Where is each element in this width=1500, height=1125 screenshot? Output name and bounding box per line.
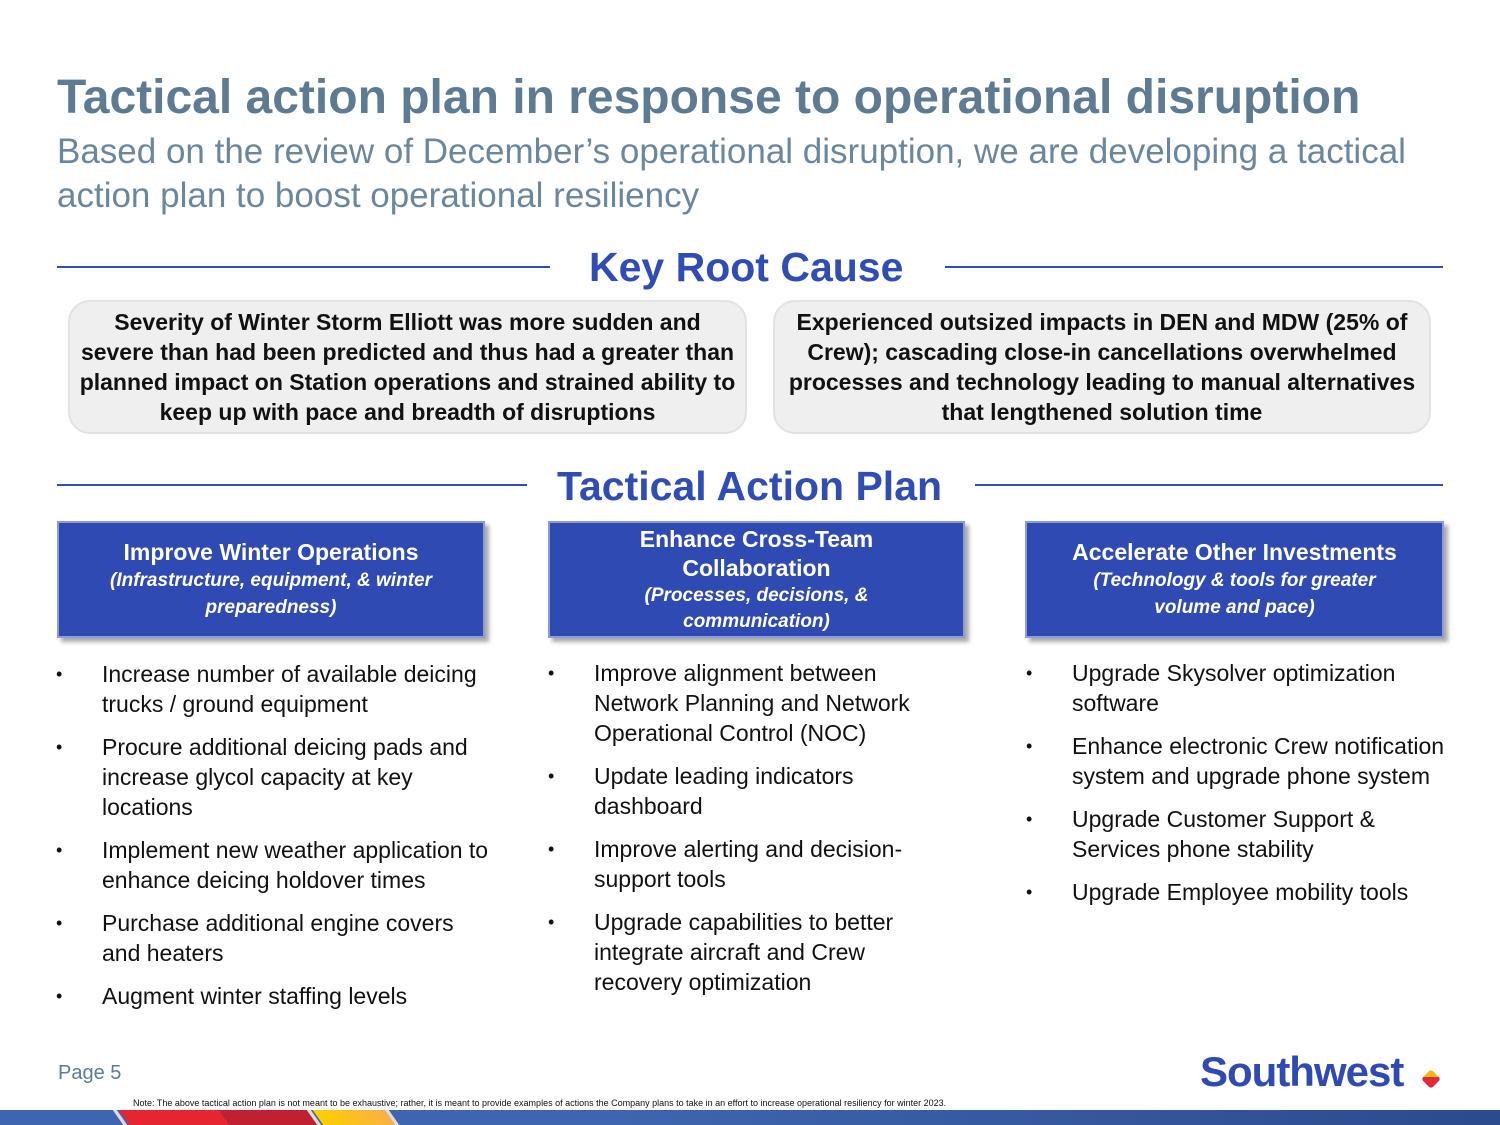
list-item: • Procure additional deicing pads and increase glycol capacity at key locations — [56, 732, 496, 822]
heart-icon — [1421, 1069, 1441, 1089]
list-item: • Purchase additional engine covers and heaters — [56, 908, 496, 968]
list-item: • Upgrade Skysolver optimization software — [1026, 658, 1446, 718]
list-item: • Enhance electronic Crew notification system and upgrade phone system — [1026, 731, 1446, 791]
bullet-list-winter-ops — [56, 659, 496, 1024]
footnote: Note: The above tactical action plan is not meant to be exhaustive; rather, it is meant to provide examples of actions the Company plans to take in an effort to increase operational resiliency for winter 2023. — [133, 1098, 947, 1108]
list-item: • Upgrade capabilities to better integrate aircraft and Crew recovery optimization — [548, 907, 948, 997]
list-item: • Increase number of available deicing trucks / ground equipment — [56, 659, 496, 719]
root-cause-2: Experienced outsized impacts in DEN and MDW (25% of Crew); cascading close-in cancellations overwhelmed processes and technology leading to manual alternatives that lengthened solution time — [773, 300, 1431, 434]
list-item: • Implement new weather application to enhance deicing holdover times — [56, 835, 496, 895]
list-item: • Upgrade Customer Support & Services phone stability — [1026, 804, 1446, 864]
page-subtitle: Based on the review of December’s operational disruption, we are developing a tactical action plan to boost operational resiliency — [57, 132, 1406, 215]
column-subtitle: (Processes, decisions, & communication) — [644, 584, 869, 632]
column-title: Improve Winter Operations — [123, 539, 419, 565]
bullet-list-collaboration — [548, 658, 948, 1010]
root-cause-heading: Key Root Cause — [589, 244, 904, 290]
divider — [57, 484, 527, 486]
column-header-collaboration — [548, 521, 965, 638]
list-item: • Improve alignment between Network Planning and Network Operational Control (NOC) — [548, 658, 948, 748]
list-item: • Upgrade Employee mobility tools — [1026, 877, 1446, 907]
bullet-list-investments — [1026, 658, 1446, 920]
southwest-logo: Southwest — [1200, 1048, 1404, 1095]
column-subtitle: (Technology & tools for greater volume and pace) — [1093, 570, 1376, 618]
root-cause-1: Severity of Winter Storm Elliott was more sudden and severe than had been predicted and thus had a greater than planned impact on Station operations and strained ability to keep up with pace and breadth of disruptions — [68, 300, 747, 434]
column-title: Enhance Cross-Team Collaboration — [639, 525, 874, 581]
footer-stripe — [0, 1110, 1500, 1125]
column-subtitle: (Infrastructure, equipment, & winter preparedness) — [110, 570, 432, 618]
page-number: Page 5 — [58, 1062, 122, 1084]
plan-heading: Tactical Action Plan — [557, 463, 943, 509]
page-title: Tactical action plan in response to operational disruption — [57, 71, 1361, 124]
list-item: • Improve alerting and decision-support tools — [548, 834, 948, 894]
column-header-winter-ops — [57, 521, 485, 638]
list-item: • Augment winter staffing levels — [56, 981, 496, 1011]
column-header-investments — [1025, 521, 1444, 638]
column-title: Accelerate Other Investments — [1072, 539, 1397, 565]
divider — [945, 266, 1443, 268]
divider — [57, 266, 550, 268]
divider — [975, 484, 1443, 486]
list-item: • Update leading indicators dashboard — [548, 761, 948, 821]
